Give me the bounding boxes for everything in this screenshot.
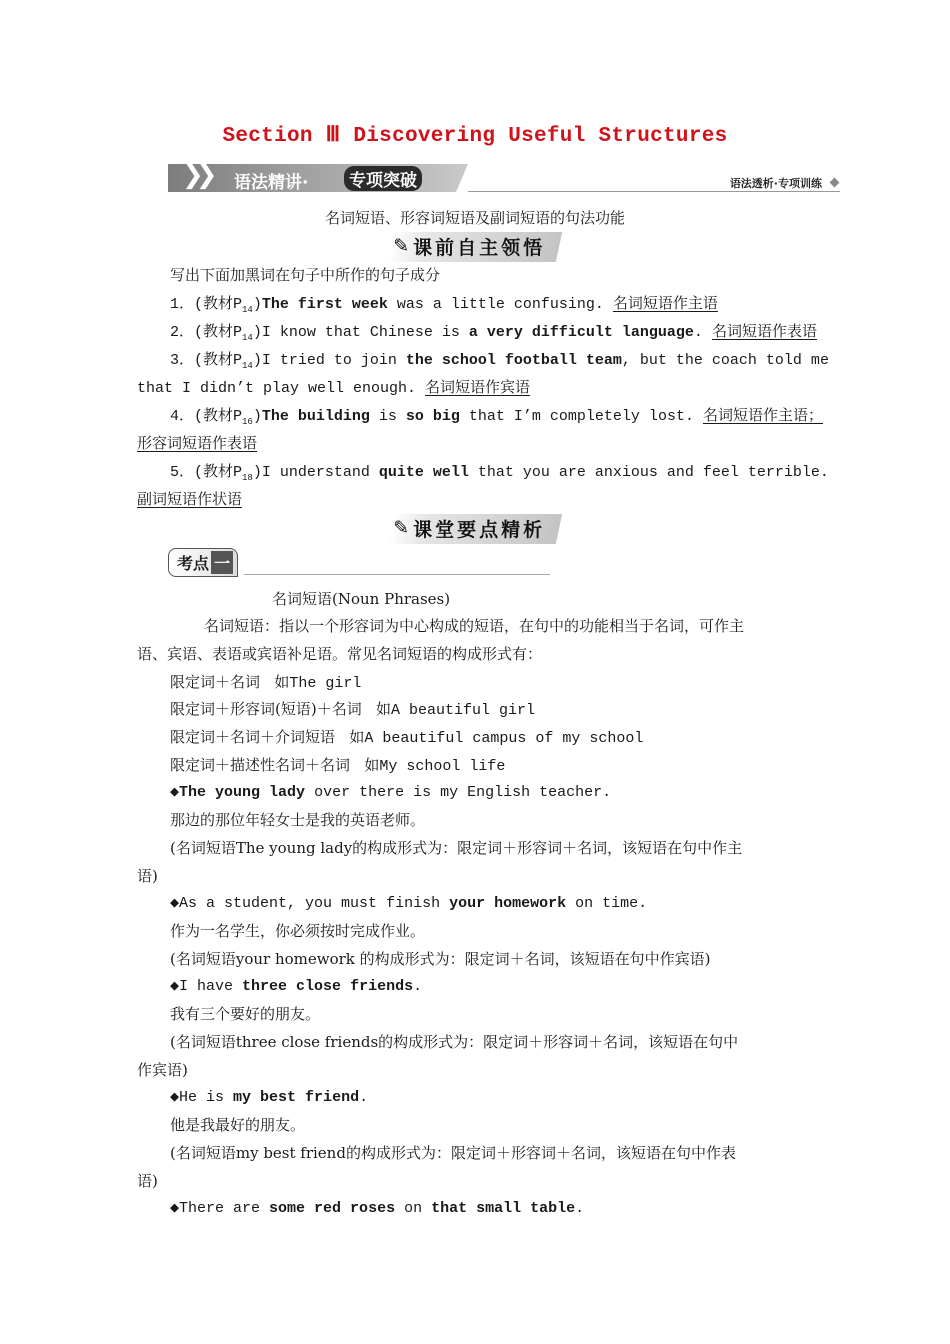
example-note-cont: 语) [137, 1172, 158, 1190]
exercise-2 [170, 320, 817, 343]
bold-phrase: The young lady [179, 784, 306, 801]
exercise-text: , but the coach told me [621, 352, 829, 369]
form-example: 如A beautiful campus of my school [349, 730, 644, 747]
form-row [170, 754, 505, 775]
banner-right-label: 语法透析·专项训练 [729, 177, 822, 190]
example-text: . [413, 978, 423, 995]
bold-phrase: some red roses [269, 1200, 396, 1217]
exercise-answer: 名词短语作主语； [702, 406, 823, 424]
example-note: (名词短语three close friends的构成形式为：限定词＋形容词＋名词，该短语在句中 [170, 1033, 739, 1051]
form-pattern: 限定词＋形容词(短语)＋名词 [170, 700, 362, 718]
example-translation: 我有三个要好的朋友。 [170, 1005, 321, 1023]
exercise-text: . [693, 324, 712, 341]
example-text: ◆ [170, 784, 180, 801]
bold-phrase: The building [261, 408, 370, 425]
example-text: over there is my English teacher. [305, 784, 612, 801]
exercise-number: 3．(教材P [170, 352, 243, 369]
bold-phrase: my best friend [233, 1089, 360, 1106]
key-point-divider [244, 574, 550, 575]
banner-bar [168, 164, 468, 192]
example-sentence [170, 1198, 584, 1217]
section-banner [168, 160, 840, 196]
example-note: (名词短语my best friend的构成形式为：限定词＋形容词＋名词，该短语在句中作表 [170, 1144, 736, 1162]
example-translation: 作为一名学生，你必须按时完成作业。 [170, 922, 426, 940]
key-point-tag [168, 548, 550, 576]
section-label-inclass: 课堂要点精析 [413, 519, 546, 541]
section-header-inclass [0, 514, 950, 544]
example-sentence [170, 782, 611, 801]
topic-heading: 名词短语、形容词短语及副词短语的句法功能 [324, 209, 625, 227]
form-pattern: 限定词＋描述性名词＋名词 [170, 756, 351, 774]
example-note: (名词短语your homework 的构成形式为：限定词＋名词，该短语在句中作宾语) [170, 950, 711, 968]
exercise-3-line-2 [137, 376, 530, 397]
form-example: 如The girl [274, 675, 362, 692]
form-row [170, 671, 361, 692]
exercise-3 [170, 348, 829, 371]
example-text: on time. [566, 895, 648, 912]
example-note: (名词短语The young lady的构成形式为：限定词＋形容词＋名词，该短语在句中作主 [170, 839, 743, 857]
exercise-page: 14 [242, 305, 253, 315]
exercise-text: that I didn’t play well enough. [137, 380, 426, 397]
example-text: ◆There are [170, 1200, 270, 1217]
exercise-text: is [369, 408, 406, 425]
example-sentence [170, 1087, 368, 1106]
banner-label-special: 专项突破 [344, 166, 422, 191]
exercise-5-answer: 副词短语作状语 [137, 490, 243, 508]
example-sentence [170, 976, 422, 995]
exercise-4 [170, 404, 823, 427]
example-text: on [395, 1200, 432, 1217]
exercise-number: 4．(教材P [170, 408, 243, 425]
exercise-page: 14 [242, 361, 253, 371]
exercise-answer: 名词短语作主语 [612, 294, 718, 312]
example-sentence [170, 893, 647, 912]
exercise-text: )I know that Chinese is [252, 324, 469, 341]
form-example: 如My school life [364, 758, 506, 775]
definition-line-1: 名词短语：指以一个形容词为中心构成的短语，在句中的功能相当于名词，可作主 [204, 617, 745, 635]
form-row [170, 726, 643, 747]
form-example: 如A beautiful girl [376, 702, 536, 719]
exercise-answer: 名词短语作宾语 [425, 378, 531, 396]
example-translation: 那边的那位年轻女士是我的英语老师。 [170, 811, 426, 829]
exercise-text: ) [252, 296, 262, 313]
example-text: ◆He is [170, 1089, 234, 1106]
banner-label-grammar: 语法精讲· [234, 173, 309, 193]
exercise-text: ) [252, 408, 262, 425]
bold-phrase: quite well [378, 464, 469, 481]
example-note-cont: 语) [137, 867, 158, 885]
form-pattern: 限定词＋名词 [170, 673, 261, 691]
example-text: . [359, 1089, 369, 1106]
exercise-text: )I tried to join [252, 352, 406, 369]
form-row [170, 698, 535, 719]
exercise-5 [170, 460, 829, 483]
exercise-number: 5．(教材P [170, 464, 243, 481]
instruction-text: 写出下面加黑词在句子中所作的句子成分 [170, 266, 441, 284]
section-header-preclass [0, 232, 950, 262]
exercise-answer: 名词短语作表语 [711, 322, 817, 340]
example-text: . [575, 1200, 585, 1217]
exercise-text: was a little confusing. [387, 296, 613, 313]
exercise-text: that you are anxious and feel terrible. [468, 464, 829, 481]
bold-phrase: that small table [431, 1200, 576, 1217]
bold-phrase: so big [405, 408, 460, 425]
exercise-page: 16 [242, 417, 253, 427]
exercise-4-answer-2: 形容词短语作表语 [137, 434, 258, 452]
pin-icon: ✎ [393, 517, 413, 539]
bold-phrase: three close friends [242, 978, 414, 995]
example-translation: 他是我最好的朋友。 [170, 1116, 306, 1134]
form-pattern: 限定词＋名词＋介词短语 [170, 728, 336, 746]
exercise-page: 18 [242, 473, 253, 483]
exercise-text: that I’m completely lost. [459, 408, 703, 425]
page-title: Section Ⅲ Discovering Useful Structures [222, 125, 728, 148]
exercise-page: 14 [242, 333, 253, 343]
exercise-number: 1．(教材P [170, 296, 243, 313]
chevron-right-icon: ❯❯ [182, 160, 210, 190]
example-note-cont: 作宾语) [137, 1061, 188, 1079]
noun-phrase-heading: 名词短语(Noun Phrases) [272, 590, 451, 608]
bold-phrase: a very difficult language [468, 324, 694, 341]
key-point-number: 一 [211, 551, 233, 574]
exercise-1 [170, 292, 718, 315]
section-label-preclass: 课前自主领悟 [413, 237, 546, 259]
bold-phrase: the school football team [405, 352, 622, 369]
bold-phrase: The first week [261, 296, 388, 313]
key-point-text: 考点 [177, 554, 210, 573]
exercise-number: 2．(教材P [170, 324, 243, 341]
key-point-label [168, 548, 238, 577]
banner-divider [468, 191, 840, 192]
example-text: ◆As a student, you must finish [170, 895, 450, 912]
example-text: ◆I have [170, 978, 243, 995]
exercise-text: )I understand [252, 464, 379, 481]
pin-icon: ✎ [393, 235, 413, 257]
diamond-icon [830, 178, 840, 188]
bold-phrase: your homework [449, 895, 567, 912]
definition-line-2: 语、宾语、表语或宾语补足语。常见名词短语的构成形式有： [137, 645, 543, 663]
